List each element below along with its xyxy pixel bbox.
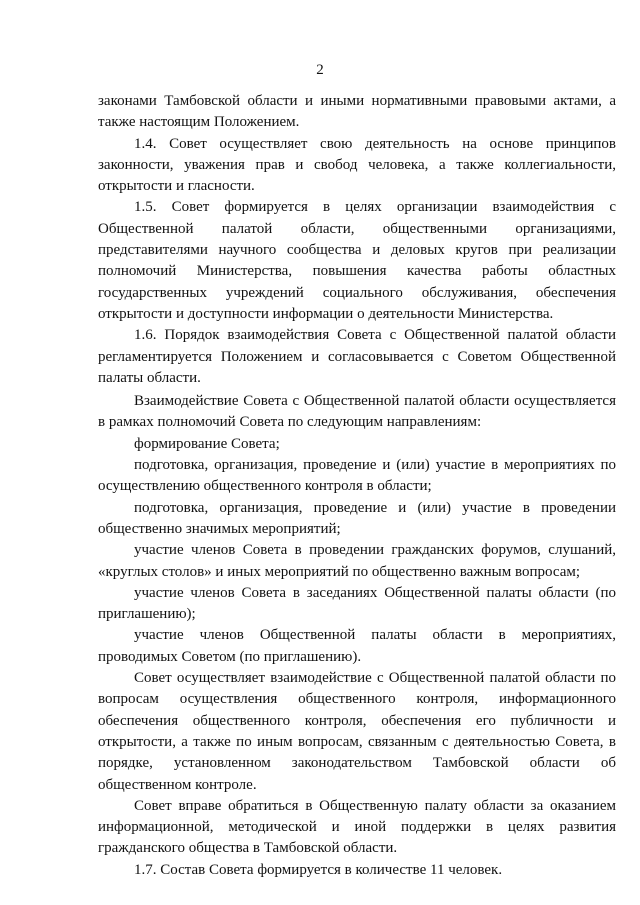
list-item-forums: участие членов Совета в проведении гражданских форумов, слушаний, «круглых столов» и иных мероприятий по общественно важным вопросам; xyxy=(98,542,616,580)
paragraph-1-4: 1.4. Совет осуществляет свою деятельность на основе принципов законности, уважения прав и свобод человека, а также коллегиальности, открытости и гласности. xyxy=(98,135,616,195)
paragraph-continuation: законами Тамбовской области и иными нормативными правовыми актами, а также настоящим Положением. xyxy=(98,93,616,131)
document-body xyxy=(98,91,616,881)
paragraph-support-request: Совет вправе обратиться в Общественную палату области за оказанием информационной, методической и иной поддержки в целях развития гражданского общества в Тамбовской области. xyxy=(98,797,616,857)
list-item-public-control: подготовка, организация, проведение и (или) участие в мероприятиях по осуществлению общественного контроля в области; xyxy=(98,457,616,495)
list-item-council-events: участие членов Общественной палаты области в мероприятиях, проводимых Советом (по приглашению). xyxy=(98,627,616,665)
list-item-significant-events: подготовка, организация, проведение и (или) участие в проведении общественно значимых мероприятий; xyxy=(98,499,616,537)
paragraph-1-6: 1.6. Порядок взаимодействия Совета с Общественной палатой области регламентируется Положением и согласовывается с Советом Общественной палаты области. xyxy=(98,327,616,386)
paragraph-1-7: 1.7. Состав Совета формируется в количестве 11 человек. xyxy=(134,861,503,878)
paragraph-interaction-issues: Совет осуществляет взаимодействие с Общественной палатой области по вопросам осуществления общественного контроля, информационного обеспечения общественного контроля, обеспечения его публичности и открытости, а также по иным вопросам, связанным с деятельностью Совета, в порядке, установленном законодательством Тамбовской области об общественном контроле. xyxy=(98,670,616,793)
page-number: 2 xyxy=(316,62,324,78)
paragraph-1-5: 1.5. Совет формируется в целях организации взаимодействия с Общественной палатой области, общественными организациями, представителями научного сообщества и деловых кругов при реализации полномочий Министерства, повышения качества работы областных государственных учреждений социального обслуживания, обеспечения открытости и доступности информации о деятельности Министерства. xyxy=(98,199,616,322)
list-item-chamber-meetings: участие членов Совета в заседаниях Общественной палаты области (по приглашению); xyxy=(98,584,616,623)
paragraph-interaction-intro: Взаимодействие Совета с Общественной палатой области осуществляется в рамках полномочий Совета по следующим направлениям: xyxy=(98,393,616,431)
list-item-formation: формирование Совета; xyxy=(134,435,280,452)
